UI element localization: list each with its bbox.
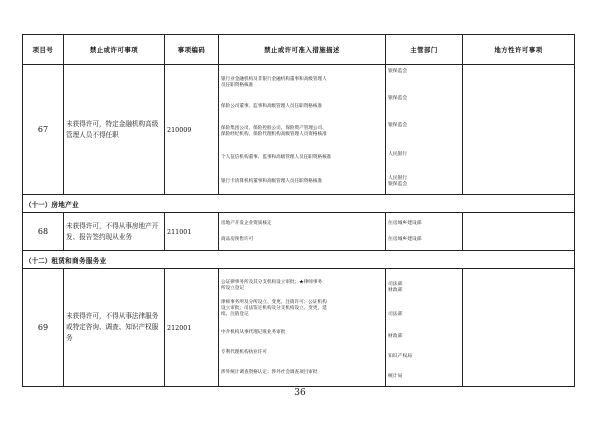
header-measures: 禁止或许可准入措施描述 xyxy=(219,35,386,65)
department-label: 财政部 xyxy=(388,333,403,339)
row-67-local-item xyxy=(463,65,575,195)
header-code: 事项编码 xyxy=(165,35,219,65)
row-69-departments xyxy=(386,269,463,387)
measure-line: 律师事务所及分所设立、变更、注销许可；公证机构 xyxy=(221,299,327,305)
department-label: 银保监会 xyxy=(388,123,408,128)
row-67-measures xyxy=(219,65,386,195)
measure-line: 保险经纪机构、保险代理机构高级管理人员资格核准 xyxy=(221,131,327,137)
row-67-code: 210009 xyxy=(165,65,219,195)
header-item-number: 项目号 xyxy=(23,35,64,65)
measure-line: 续、注销登记 xyxy=(221,311,249,317)
measure-line: 保险集团公司、保险控股公司、保险资产管理公司、 xyxy=(221,125,327,131)
measure-line: 银行卡清算机构董事和高级管理人员任职资格核准 xyxy=(221,178,323,184)
measure-line: 涉外统计调查资格认定；涉外社会调查项目审批 xyxy=(221,369,318,375)
measure-line: 所设立登记 xyxy=(221,285,244,291)
section-title xyxy=(23,251,575,269)
section-name: 房地产业 xyxy=(51,200,79,209)
section-number: （十一） xyxy=(25,200,52,209)
table-row-69 xyxy=(23,269,575,387)
measure-line: 保险公司董事、监事和高级管理人员任职资格核准 xyxy=(221,103,323,109)
row-69-item: 未获得许可，不得从事法律服务或特定咨询、调查、知识产权服务 xyxy=(64,269,165,387)
department-label: 司法部 xyxy=(388,311,403,317)
row-69-measures xyxy=(219,269,386,387)
row-67-number: 67 xyxy=(23,65,64,195)
department-label: 统计局 xyxy=(388,373,403,379)
header-local-item: 地方性许可事项 xyxy=(463,35,575,65)
measure-line: 设立审批；司法鉴定机构及分支机构设立、变更、延 xyxy=(221,305,327,311)
section-row-real-estate xyxy=(23,195,575,213)
section-row-leasing-business xyxy=(23,251,575,269)
department-label: 银保监会 xyxy=(388,96,408,101)
row-69-local-item xyxy=(463,269,575,387)
measure-line: 中介机构从事代理记账业务审批 xyxy=(221,329,286,335)
table-row-68 xyxy=(23,213,575,251)
measure-line: 公证律事务所及其分支机构设立审批；★律师事务 xyxy=(221,279,323,285)
measure-line: 商品房预售许可 xyxy=(221,236,254,242)
measure-line: 员任职资格核准 xyxy=(221,82,254,88)
department-label: 住房城乡建设部 xyxy=(388,220,422,226)
section-title xyxy=(23,195,575,213)
page-number: 36 xyxy=(294,388,306,398)
measure-line: 银行业金融机构及非银行金融机构董事和高级管理人 xyxy=(221,76,327,82)
licensing-table xyxy=(22,34,575,387)
department-label: 司法部 财政部 xyxy=(388,281,403,293)
department-label: 银保监会 xyxy=(388,69,408,74)
row-68-code: 211001 xyxy=(165,213,219,251)
section-number: （十二） xyxy=(25,256,52,265)
table-header-row xyxy=(23,35,575,65)
row-68-departments xyxy=(386,213,463,251)
department-label: 人民银行 银保监会 xyxy=(388,176,408,187)
measure-line: 房地产开发企业资质核定 xyxy=(221,220,272,226)
row-69-code: 212001 xyxy=(165,269,219,387)
section-name: 租赁和商务服务业 xyxy=(51,256,107,265)
department-label: 知识产权局 xyxy=(388,353,412,359)
row-68-local-item xyxy=(463,213,575,251)
table-row-67 xyxy=(23,65,575,195)
header-item: 禁止或许可事项 xyxy=(64,35,165,65)
row-67-item: 未获得许可，特定金融机构高级管理人员不得任职 xyxy=(64,65,165,195)
measure-line: 专利代理机构执业许可 xyxy=(221,349,267,355)
header-department: 主管部门 xyxy=(386,35,463,65)
department-label: 住房城乡建设部 xyxy=(388,236,422,242)
measure-line: 个人征信机构董事、监事和高级管理人员任职资格核准 xyxy=(221,154,332,160)
row-69-number: 69 xyxy=(23,269,64,387)
row-68-item: 未获得许可，不得从事房地产开发、报告签约现从业务 xyxy=(64,213,165,251)
department-label: 人民银行 xyxy=(388,152,408,157)
row-68-measures xyxy=(219,213,386,251)
row-68-number: 68 xyxy=(23,213,64,251)
row-67-departments xyxy=(386,65,463,195)
